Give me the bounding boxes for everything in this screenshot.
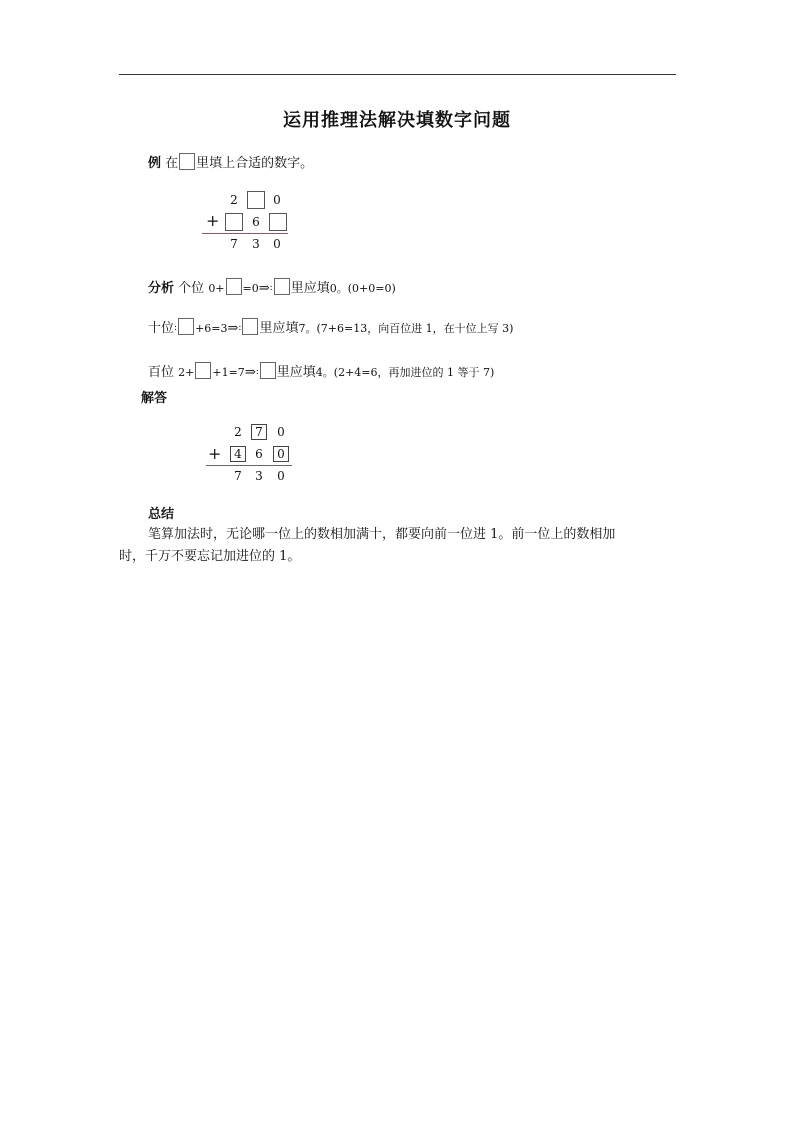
- analysis-expr: +6=3: [195, 322, 228, 335]
- sum-line: [206, 465, 292, 466]
- answer-digit: 6: [255, 447, 263, 461]
- blank-box: [242, 318, 258, 335]
- answer-box: 4: [230, 446, 246, 462]
- page-title: 运用推理法解决填数字问题: [283, 110, 511, 131]
- analysis-prefix: 十位: [148, 321, 175, 336]
- implies-arrow: ⇒: [258, 281, 270, 296]
- example-digit: 0: [273, 193, 281, 207]
- implies-arrow: ⇒: [244, 365, 256, 380]
- summary-label: 总结: [148, 507, 175, 522]
- implies-arrow: ⇒: [227, 321, 239, 336]
- analysis-expr: 2+: [178, 366, 195, 379]
- result-digit: 7: [234, 469, 242, 483]
- analysis-label: 分析: [148, 281, 175, 296]
- colon-mark: :: [174, 323, 178, 333]
- analysis-prefix: 百位: [148, 365, 175, 380]
- header-rule: [119, 74, 676, 75]
- answer-label: 解答: [141, 391, 168, 406]
- answer-box: 0: [273, 446, 289, 462]
- plus-sign: +: [208, 444, 222, 463]
- example-text-before: 在: [165, 156, 179, 171]
- plus-sign: +: [206, 211, 220, 230]
- blank-box: [195, 362, 211, 379]
- blank-box: [260, 362, 276, 379]
- result-digit: 0: [277, 469, 285, 483]
- example-digit: 6: [252, 215, 260, 229]
- analysis-prefix: 个位: [178, 281, 205, 296]
- blank-box: [226, 278, 242, 295]
- example-text-after: 里填上合适的数字。: [196, 156, 314, 171]
- analysis-line-hundreds: [148, 362, 494, 382]
- result-digit: 0: [273, 237, 281, 251]
- blank-box: [178, 318, 194, 335]
- answer-box: 7: [251, 424, 267, 440]
- sum-line: [202, 233, 288, 234]
- analysis-value: 0: [329, 282, 337, 295]
- answer-digit: 0: [277, 425, 285, 439]
- summary-text: [119, 524, 659, 568]
- analysis-note: 。(7+6=13，向百位进 1，在十位上写 3): [305, 322, 514, 335]
- analysis-fill-text: 里应填: [290, 281, 330, 296]
- summary-line: 时，千万不要忘记加进位的 1。: [119, 549, 301, 564]
- summary-line: 笔算加法时，无论哪一位上的数相加满十，都要向前一位进 1。前一位上的数相加: [148, 527, 616, 542]
- example-label: 例: [148, 156, 162, 171]
- blank-box: [179, 153, 195, 170]
- analysis-value: 4: [315, 366, 323, 379]
- analysis-value: 7: [298, 322, 306, 335]
- blank-box: [247, 191, 265, 209]
- analysis-expr: =0: [242, 282, 259, 295]
- result-digit: 3: [252, 237, 260, 251]
- example-digit: 2: [230, 193, 238, 207]
- analysis-fill-text: 里应填: [259, 321, 299, 336]
- blank-box: [225, 213, 243, 231]
- analysis-note: 。(2+4=6，再加进位的 1 等于 7): [322, 366, 495, 379]
- analysis-fill-text: 里应填: [276, 365, 316, 380]
- result-digit: 3: [255, 469, 263, 483]
- blank-box: [274, 278, 290, 295]
- result-digit: 7: [230, 237, 238, 251]
- colon-mark: :: [238, 323, 242, 333]
- answer-digit: 2: [234, 425, 242, 439]
- analysis-expr: +1=7: [212, 366, 245, 379]
- analysis-line-tens: [148, 318, 513, 338]
- colon-mark: :: [269, 283, 273, 293]
- blank-box: [269, 213, 287, 231]
- analysis-expr: 0+: [208, 282, 225, 295]
- analysis-note: 。(0+0=0): [336, 282, 396, 295]
- analysis-line-ones: [148, 278, 396, 298]
- example-line: [148, 153, 313, 173]
- colon-mark: :: [255, 367, 259, 377]
